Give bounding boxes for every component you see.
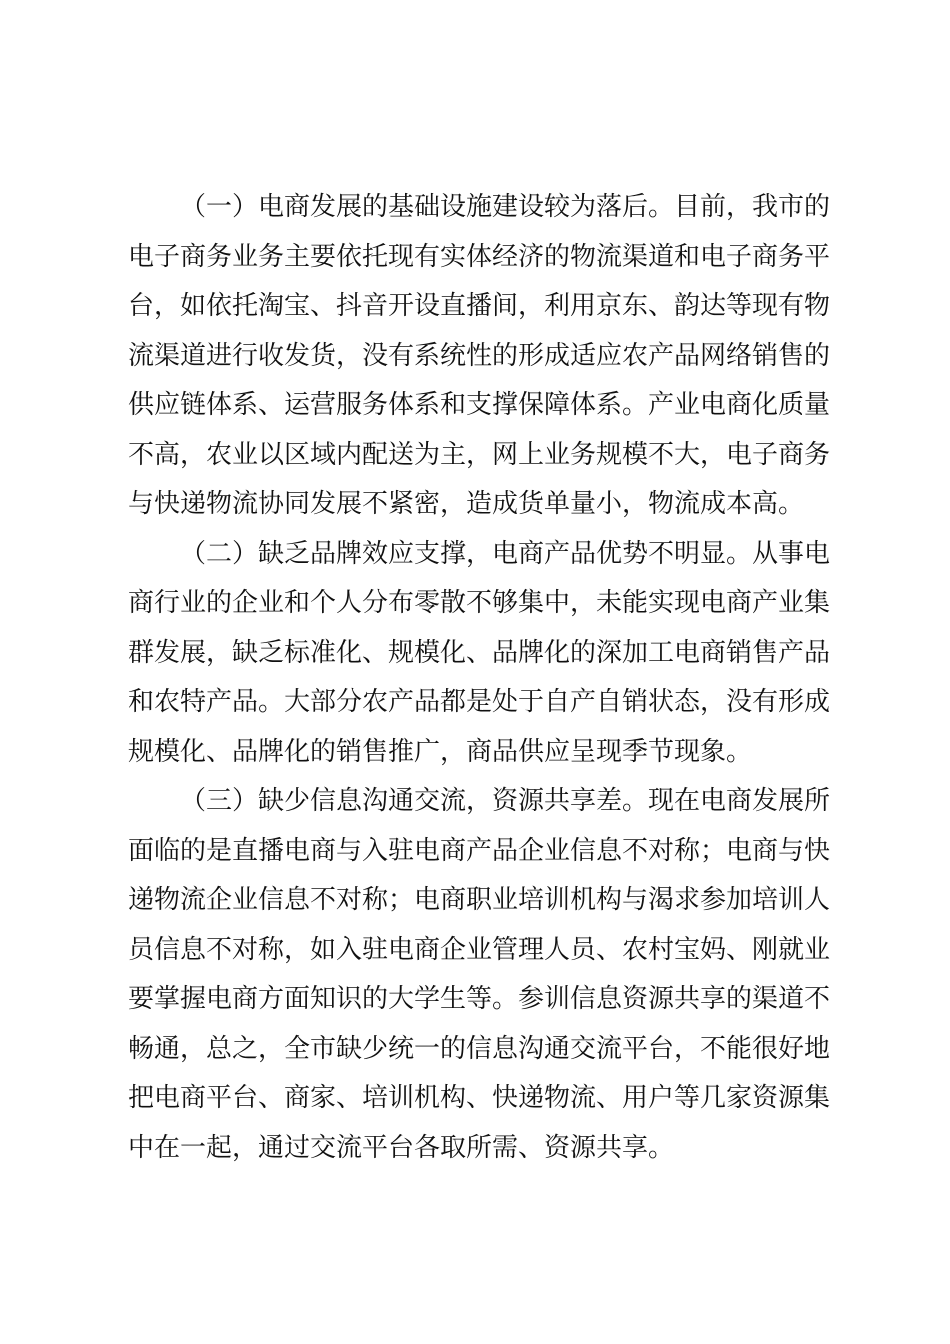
text-line: 要掌握电商方面知识的大学生等。参训信息资源共享的渠道不 (128, 984, 831, 1014)
text-line: 把电商平台、商家、培训机构、快递物流、用户等几家资源集 (128, 1083, 831, 1113)
text-line: （一）电商发展的基础设施建设较为落后。目前，我市的 (180, 192, 831, 222)
document-body (128, 183, 830, 1173)
text-line: 台，如依托淘宝、抖音开设直播间，利用京东、韵达等现有物 (128, 291, 831, 321)
paragraph-2 (128, 530, 830, 778)
text-line: 递物流企业信息不对称；电商职业培训机构与渴求参加培训人 (128, 885, 831, 915)
text-line: 面临的是直播电商与入驻电商产品企业信息不对称；电商与快 (128, 835, 831, 866)
text-line: 规模化、品牌化的销售推广，商品供应呈现季节现象。 (128, 736, 753, 767)
text-line: 员信息不对称，如入驻电商企业管理人员、农村宝妈、刚就业 (128, 934, 831, 965)
text-line: 电子商务业务主要依托现有实体经济的物流渠道和电子商务平 (128, 241, 831, 272)
text-line: 供应链体系、运营服务体系和支撑保障体系。产业电商化质量 (128, 390, 831, 420)
text-line: 不高，农业以区域内配送为主，网上业务规模不大，电子商务 (128, 439, 831, 470)
text-line: 群发展，缺乏标准化、规模化、品牌化的深加工电商销售产品 (128, 637, 831, 668)
text-line: 流渠道进行收发货，没有系统性的形成适应农产品网络销售的 (128, 340, 831, 371)
paragraph-1 (128, 183, 830, 530)
text-line: 商行业的企业和个人分布零散不够集中，未能实现电商产业集 (128, 588, 831, 618)
paragraph-3 (128, 777, 830, 1173)
text-line: （二）缺乏品牌效应支撑，电商产品优势不明显。从事电 (180, 538, 831, 569)
text-line: 和农特产品。大部分农产品都是处于自产自销状态，没有形成 (128, 687, 831, 717)
text-line: 畅通，总之，全市缺少统一的信息沟通交流平台，不能很好地 (128, 1033, 831, 1064)
text-line: （三）缺少信息沟通交流，资源共享差。现在电商发展所 (180, 786, 831, 816)
text-line: 与快递物流协同发展不紧密，造成货单量小，物流成本高。 (128, 489, 805, 519)
text-line: 中在一起，通过交流平台各取所需、资源共享。 (128, 1132, 675, 1163)
